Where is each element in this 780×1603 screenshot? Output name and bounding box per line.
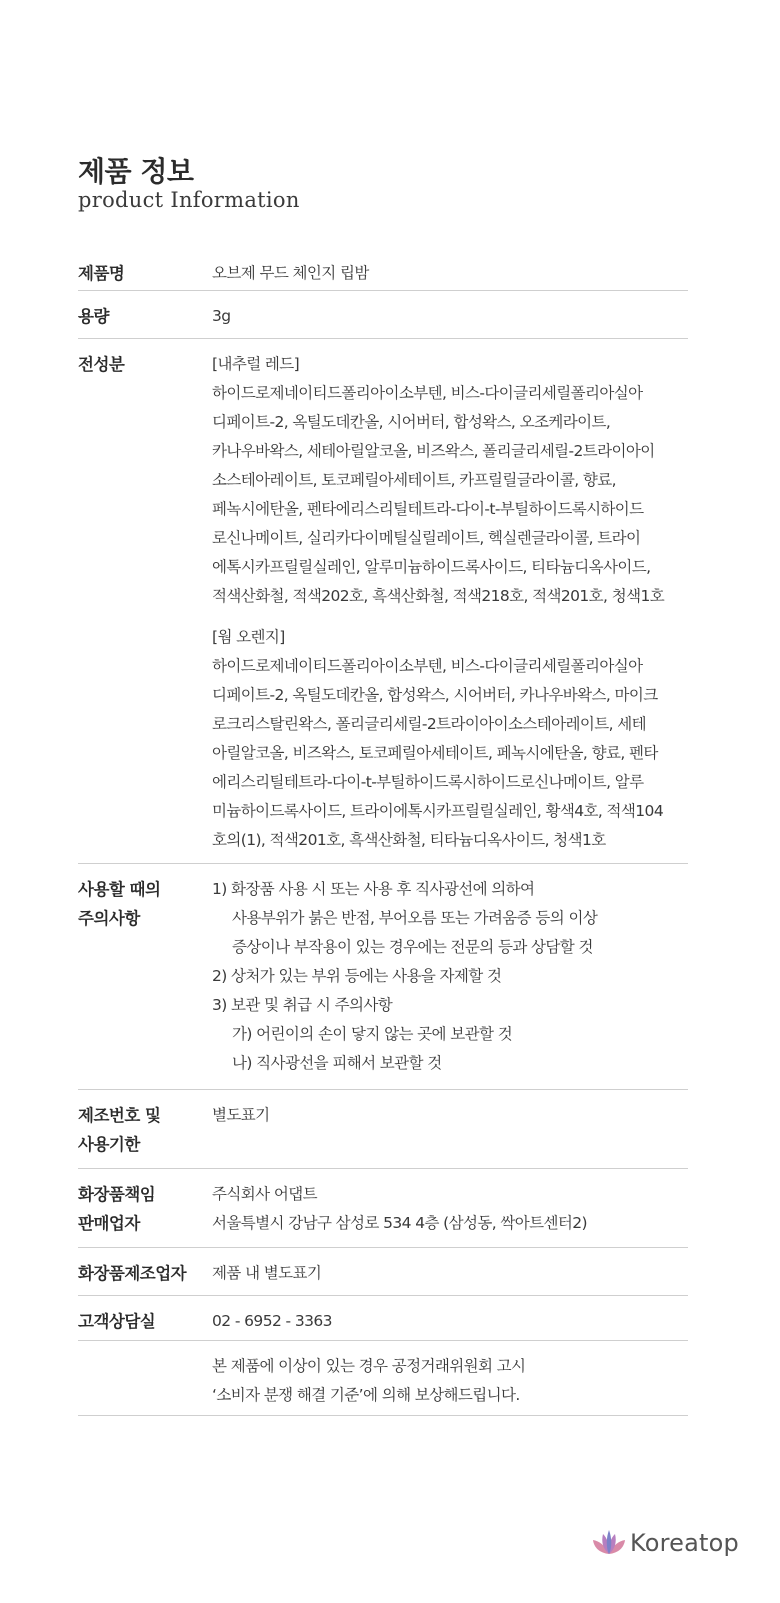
row-label: 용량 [78,307,109,326]
row-manufacturer [78,1248,688,1296]
koreatop-logo [592,1528,739,1558]
ingredient-line: 페녹시에탄올, 펜타에리스리틸테트라-다이-t-부틸하이드록시하이드 [212,500,644,518]
row-seller [78,1169,688,1248]
row-value [212,1180,688,1236]
row-value [212,875,688,1078]
row-label-line: 화장품책임 [78,1185,156,1204]
caution-line: 2) 상처가 있는 부위 등에는 사용을 자제할 것 [212,967,502,985]
ingredient-line: 하이드로제네이티드폴리아이소부텐, 비스-다이글리세릴폴리아실아 [212,384,643,402]
row-ingredients [78,339,688,864]
ingredients-natural-red [212,350,688,611]
row-label: 화장품제조업자 [78,1264,187,1283]
row-customer-service [78,1296,688,1341]
ingredient-block-title: [웜 오렌지] [212,628,285,646]
caution-line: 가) 어린이의 손이 닿지 않는 곳에 보관할 것 [232,1025,513,1043]
row-label [78,1180,212,1236]
row-label [78,875,212,1078]
row-label-line: 사용기한 [78,1135,140,1154]
ingredient-line: 카나우바왁스, 세테아릴알코올, 비즈왁스, 폴리글리세릴-2트라이아이 [212,442,655,460]
row-label: 고객상담실 [78,1312,156,1331]
row-label [78,1101,212,1157]
row-volume [78,291,688,339]
ingredient-line: 에톡시카프릴릴실레인, 알루미늄하이드록사이드, 티타늄디옥사이드, [212,558,651,576]
caution-line: 1) 화장품 사용 시 또는 사용 후 직사광선에 의하여 [212,880,535,898]
ingredients-warm-orange [212,623,688,855]
ingredient-line: 하이드로제네이티드폴리아이소부텐, 비스-다이글리세릴폴리아실아 [212,657,643,675]
ingredient-line: 소스테아레이트, 토코페릴아세테이트, 카프릴릴글라이콜, 향료, [212,471,616,489]
ingredient-line: 디페이트-2, 옥틸도데칸올, 합성왁스, 시어버터, 카나우바왁스, 마이크 [212,686,658,704]
row-label: 제품명 [78,264,125,283]
ingredient-line: 에리스리틸테트라-다이-t-부틸하이드록시하이드로신나메이트, 알루 [212,773,644,791]
row-value: 3g [212,307,231,325]
row-label-line: 주의사항 [78,909,140,928]
note-line: ‘소비자 분쟁 해결 기준’에 의해 보상해드립니다. [212,1386,520,1404]
page-subtitle: product Information [78,188,300,212]
row-value: 오브제 무드 체인지 립밤 [212,264,369,282]
row-caution [78,864,688,1090]
product-info-table [78,248,688,1416]
ingredient-line: 적색산화철, 적색202호, 흑색산화철, 적색218호, 적색201호, 청색1호 [212,587,665,605]
seller-name: 주식회사 어댑트 [212,1185,317,1203]
caution-line: 증상이나 부작용이 있는 경우에는 전문의 등과 상담할 것 [232,938,593,956]
row-label-line: 제조번호 및 [78,1106,161,1125]
ingredient-block-title: [내추럴 레드] [212,355,300,373]
row-label-line: 판매업자 [78,1214,140,1233]
caution-line: 3) 보관 및 취급 시 주의사항 [212,996,393,1014]
row-product-name [78,248,688,291]
row-value: 제품 내 별도표기 [212,1264,322,1282]
row-label: 전성분 [78,355,125,374]
brand-name: Koreatop [630,1529,739,1557]
row-value [212,350,688,852]
ingredient-line: 미늄하이드록사이드, 트라이에톡시카프릴릴실레인, 황색4호, 적색104 [212,802,664,820]
caution-line: 나) 직사광선을 피해서 보관할 것 [232,1054,442,1072]
row-label-empty [78,1352,212,1404]
ingredient-line: 로신나메이트, 실리카다이메틸실릴레이트, 헥실렌글라이콜, 트라이 [212,529,641,547]
ingredient-line: 호의(1), 적색201호, 흑색산화철, 티타늄디옥사이드, 청색1호 [212,831,606,849]
lotus-icon [592,1528,626,1558]
row-compensation-note [78,1341,688,1416]
note-line: 본 제품에 이상이 있는 경우 공정거래위원회 고시 [212,1357,526,1375]
caution-line: 사용부위가 붉은 반점, 부어오름 또는 가려움증 등의 이상 [232,909,598,927]
ingredient-line: 디페이트-2, 옥틸도데칸올, 시어버터, 합성왁스, 오조케라이트, [212,413,611,431]
cs-phone-number: 02 - 6952 - 3363 [212,1312,332,1330]
row-value: 별도표기 [212,1106,270,1124]
seller-address: 서울특별시 강남구 삼성로 534 4층 (삼성동, 싹아트센터2) [212,1214,587,1232]
row-mfg-number [78,1090,688,1169]
ingredient-line: 로크리스탈린왁스, 폴리글리세릴-2트라이아이소스테아레이트, 세테 [212,715,647,733]
row-value [212,1352,688,1404]
row-label-line: 사용할 때의 [78,880,161,899]
page-title: 제품 정보 [78,155,194,188]
ingredient-line: 아릴알코올, 비즈왁스, 토코페릴아세테이트, 페녹시에탄올, 향료, 펜타 [212,744,658,762]
